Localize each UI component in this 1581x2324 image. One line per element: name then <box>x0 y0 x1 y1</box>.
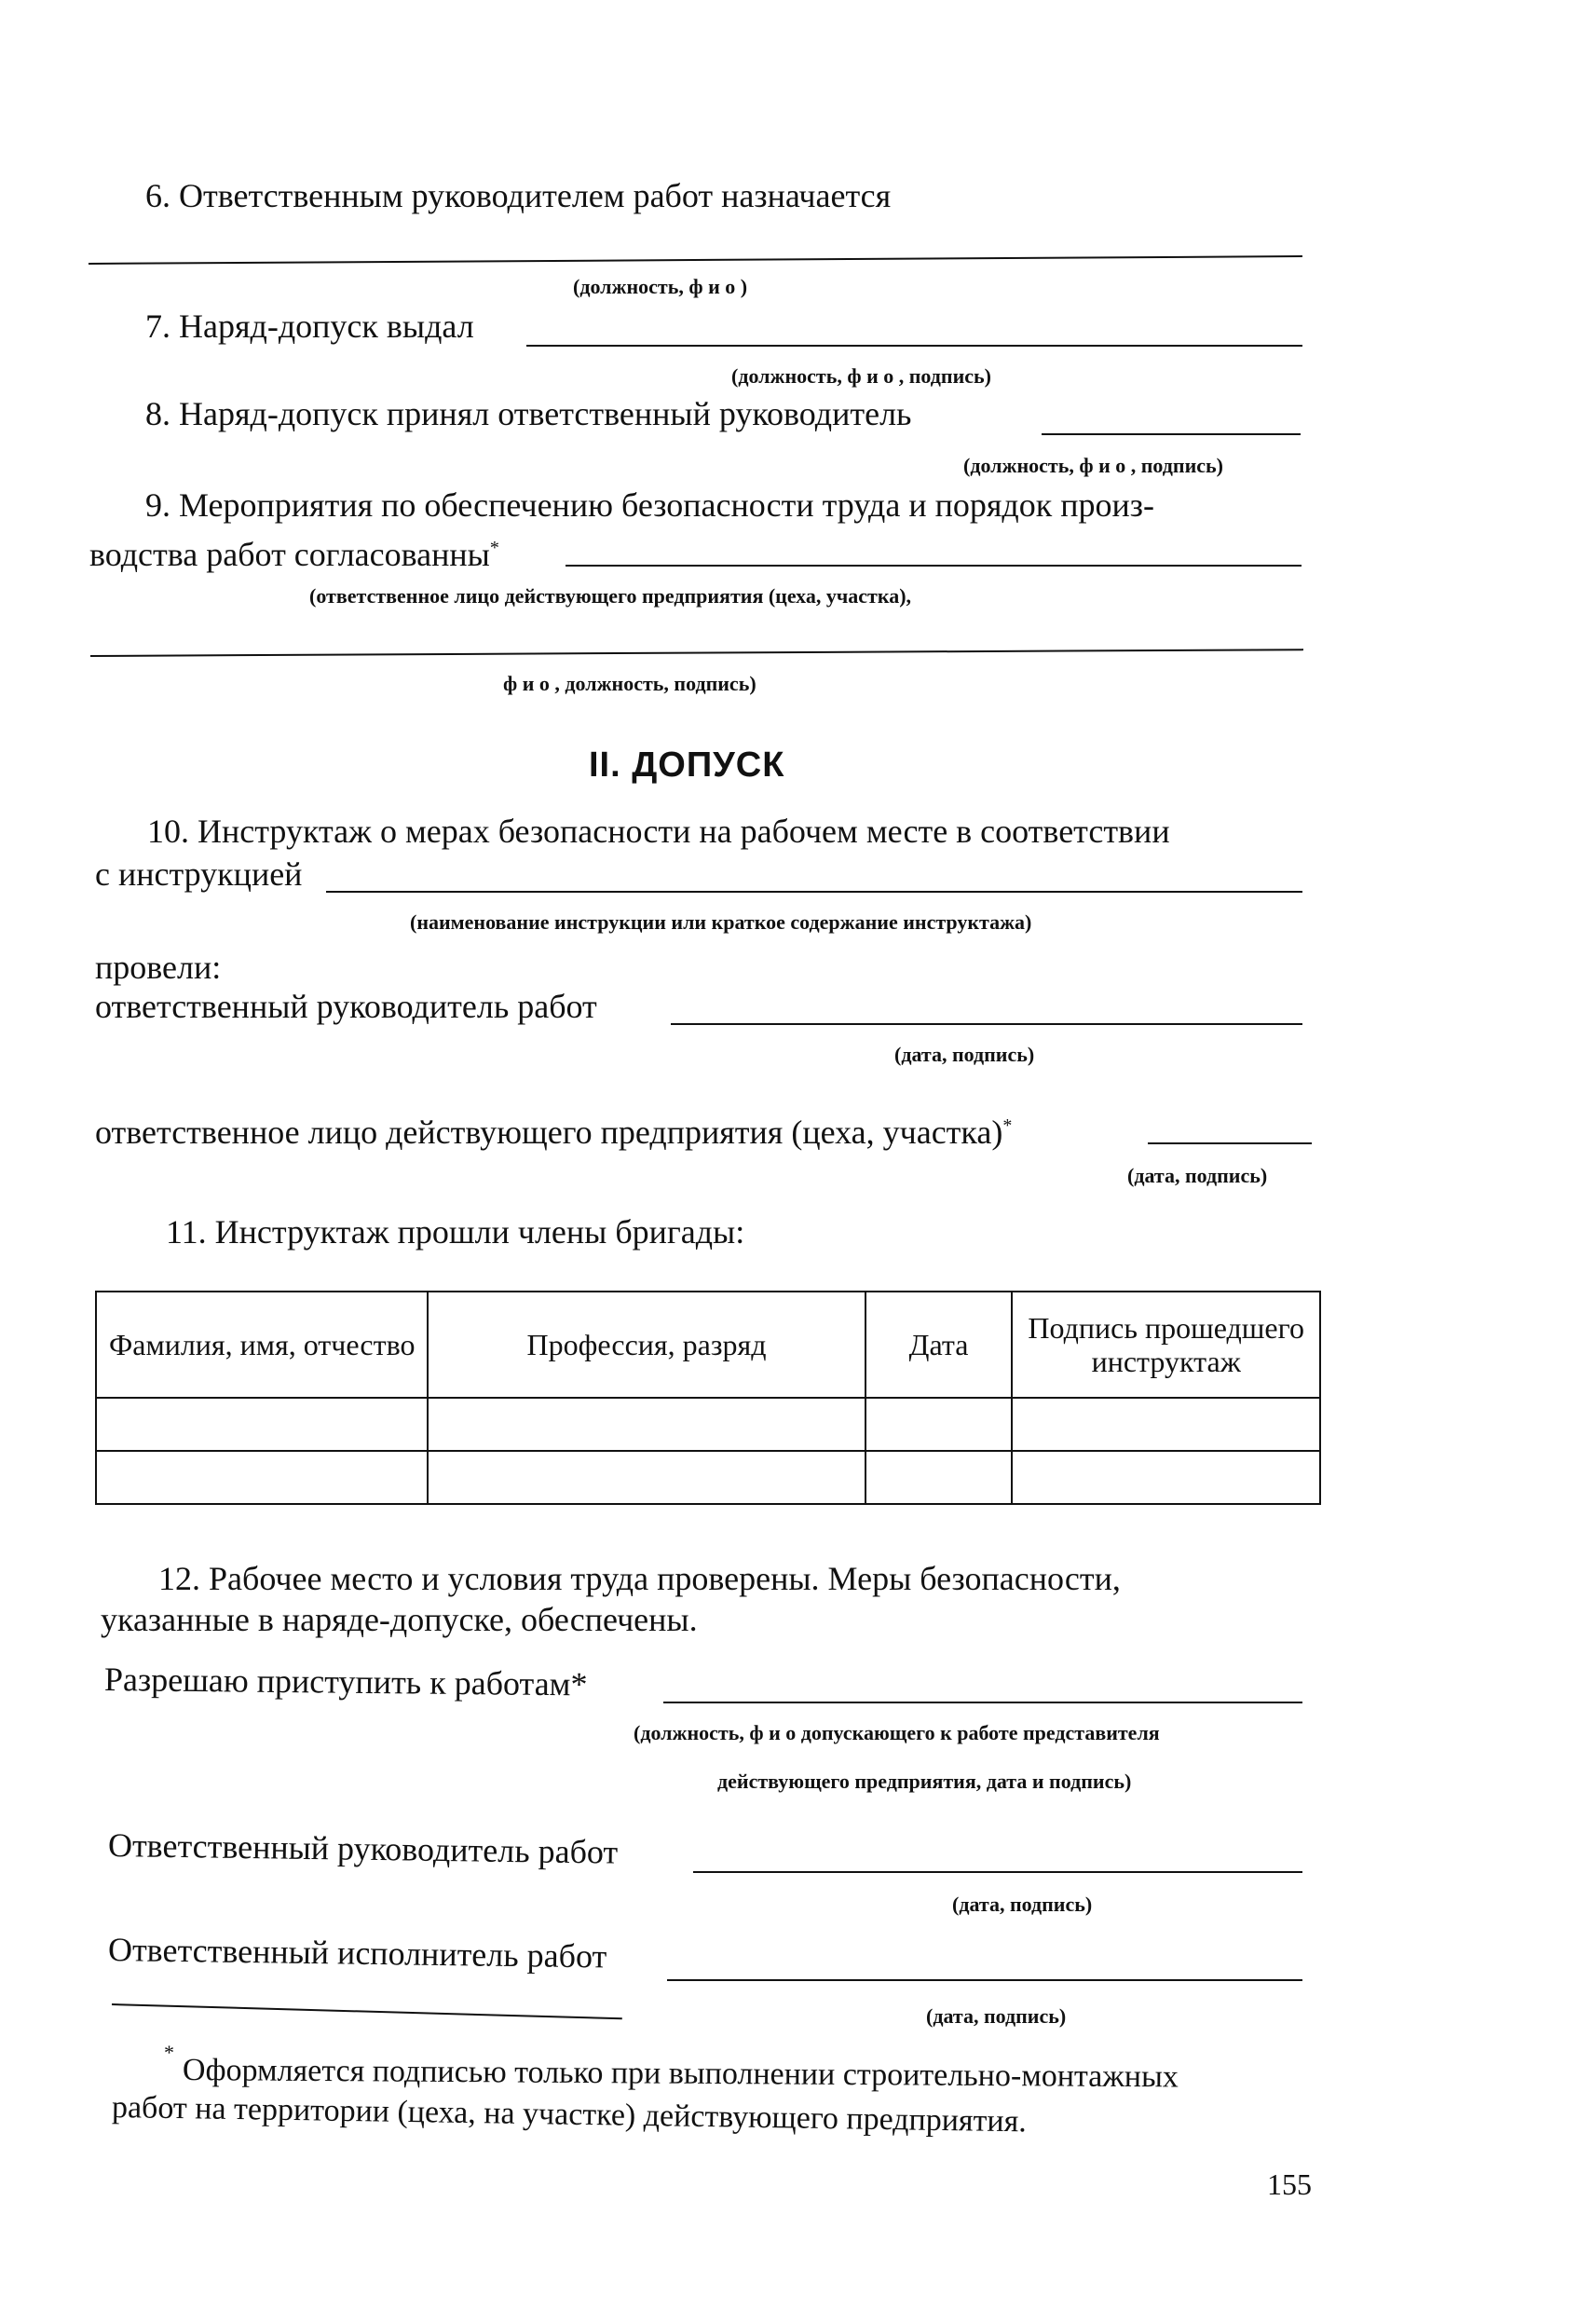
item-12-text-line2: указанные в наряде-допуске, обеспечены. <box>101 1601 698 1638</box>
responsible-manager-label: ответственный руководитель работ <box>95 988 597 1025</box>
item-9-fill-line-2 <box>90 649 1303 657</box>
permit-caption-2: действующего предприятия, дата и подпись) <box>717 1770 1132 1793</box>
responsible-manager-fill-line <box>671 1023 1302 1025</box>
footnote-marker: * <box>1002 1115 1013 1136</box>
footnote-mark: * <box>164 2041 174 2064</box>
item-7-fill-line <box>526 345 1302 347</box>
permit-caption-1: (должность, ф и о допускающего к работе представителя <box>634 1721 1160 1744</box>
manager-label: Ответственный руководитель работ <box>107 1826 619 1871</box>
item-9-caption-1: (ответственное лицо действующего предприятия (цеха, участка), <box>309 584 912 608</box>
footnote-line2: работ на территории (цеха, на участке) действующего предприятия. <box>111 2090 1028 2139</box>
responsible-person-label: ответственное лицо действующего предприятия (цеха, участка) <box>95 1114 1003 1151</box>
table-cell[interactable] <box>428 1451 865 1504</box>
item-9-text-line2-body: водства работ согласованны <box>89 536 490 573</box>
permit-label: Разрешаю приступить к работам* <box>103 1661 588 1703</box>
column-header-name: Фамилия, имя, отчество <box>96 1292 428 1398</box>
table-cell[interactable] <box>428 1398 865 1451</box>
item-10-text-line1: 10. Инструктаж о мерах безопасности на рабочем месте в соответствии <box>147 813 1170 850</box>
table-row <box>96 1398 1320 1451</box>
table-cell[interactable] <box>865 1398 1013 1451</box>
item-9-text-line2 <box>89 527 499 575</box>
item-6-caption: (должность, ф и о ) <box>573 275 748 298</box>
item-6-fill-line <box>89 255 1302 265</box>
table-header-row <box>96 1292 1320 1398</box>
table-cell[interactable] <box>1012 1451 1320 1504</box>
executor-caption: (дата, подпись) <box>926 2004 1067 2028</box>
column-header-signature: Подпись прошедшего инструктаж <box>1012 1292 1320 1398</box>
item-10-text-line2: с инструкцией <box>95 855 303 893</box>
footnote-marker: * <box>489 538 499 558</box>
table-cell[interactable] <box>865 1451 1013 1504</box>
item-11-text: 11. Инструктаж прошли члены бригады: <box>166 1213 745 1251</box>
responsible-person-fill-line <box>1148 1142 1312 1144</box>
manager-caption: (дата, подпись) <box>952 1893 1093 1916</box>
item-9-caption-2: ф и о , должность, подпись) <box>503 672 756 695</box>
item-9-text-line1: 9. Мероприятия по обеспечению безопасности труда и порядок произ- <box>145 486 1154 524</box>
table-cell[interactable] <box>96 1398 428 1451</box>
table-cell[interactable] <box>1012 1398 1320 1451</box>
crew-table <box>95 1291 1321 1505</box>
item-7-text: 7. Наряд-допуск выдал <box>145 308 474 345</box>
item-8-text: 8. Наряд-допуск принял ответственный руководитель <box>145 395 912 432</box>
item-7-caption: (должность, ф и о , подпись) <box>731 364 991 388</box>
table-cell[interactable] <box>96 1451 428 1504</box>
responsible-manager-caption: (дата, подпись) <box>894 1043 1035 1066</box>
item-12-text-line1: 12. Рабочее место и условия труда проверены. Меры безопасности, <box>158 1560 1121 1597</box>
responsible-person-text <box>95 1105 1012 1153</box>
item-9-fill-line <box>566 565 1302 567</box>
responsible-person-caption: (дата, подпись) <box>1127 1164 1268 1187</box>
page-number: 155 <box>1267 2167 1312 2201</box>
manager-fill-line <box>693 1871 1302 1873</box>
item-6-text: 6. Ответственным руководителем работ назначается <box>145 177 892 214</box>
item-8-caption: (должность, ф и о , подпись) <box>963 454 1223 477</box>
item-10-caption: (наименование инструкции или краткое содержание инструктажа) <box>410 910 1032 934</box>
table-row <box>96 1451 1320 1504</box>
column-header-date: Дата <box>865 1292 1013 1398</box>
column-header-profession: Профессия, разряд <box>428 1292 865 1398</box>
executor-fill-line <box>667 1979 1302 1981</box>
executor-label: Ответственный исполнитель работ <box>107 1931 607 1975</box>
item-10-fill-line <box>326 891 1302 893</box>
permit-fill-line <box>663 1702 1302 1703</box>
footnote-line1: Оформляется подписью только при выполнении строительно-монтажных <box>182 2053 1179 2095</box>
item-8-fill-line <box>1042 433 1301 435</box>
footnote-separator <box>112 2003 622 2019</box>
section-title: II. ДОПУСК <box>589 745 785 785</box>
conducted-label: провели: <box>95 949 222 986</box>
